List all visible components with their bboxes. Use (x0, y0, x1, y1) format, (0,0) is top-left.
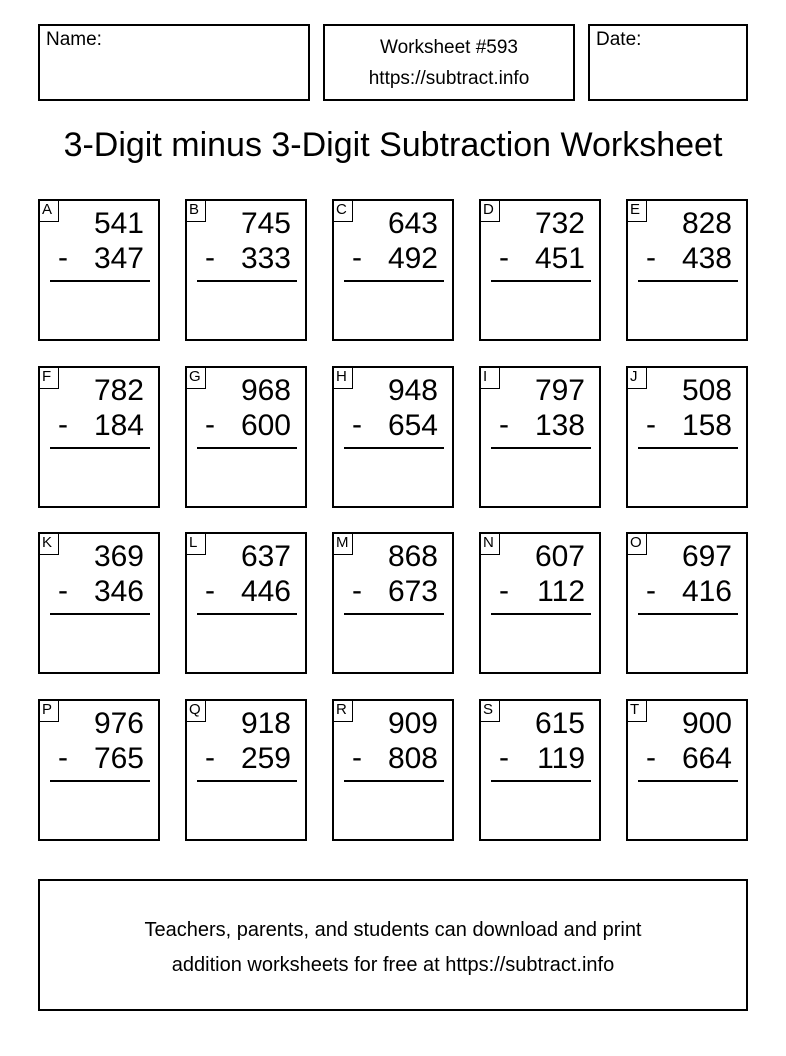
minuend: 732 (534, 207, 585, 240)
answer-line (50, 280, 150, 282)
minuend: 637 (240, 540, 291, 573)
minuend: 797 (534, 374, 585, 407)
minus-sign: - (205, 241, 215, 274)
subtrahend: 119 (537, 742, 585, 775)
subtrahend: 259 (240, 742, 291, 775)
subtrahend: 451 (534, 242, 585, 275)
minus-sign: - (58, 241, 68, 274)
minuend: 508 (681, 374, 732, 407)
minus-sign: - (646, 741, 656, 774)
problem-label: O (626, 532, 647, 555)
subtrahend: 333 (240, 242, 291, 275)
problem-label: N (479, 532, 500, 555)
minuend: 976 (93, 707, 144, 740)
minus-sign: - (352, 241, 362, 274)
subtrahend: 654 (387, 409, 438, 442)
minuend: 697 (681, 540, 732, 573)
minus-sign: - (205, 741, 215, 774)
problem-label: D (479, 199, 500, 222)
problem-b[interactable] (185, 199, 307, 341)
minuend: 968 (240, 374, 291, 407)
problem-label: Q (185, 699, 206, 722)
date-field[interactable] (588, 24, 748, 101)
minus-sign: - (499, 741, 509, 774)
problem-d[interactable] (479, 199, 601, 341)
minus-sign: - (205, 408, 215, 441)
problem-label: B (185, 199, 206, 222)
answer-line (50, 780, 150, 782)
problem-q[interactable] (185, 699, 307, 841)
subtrahend: 600 (240, 409, 291, 442)
minus-sign: - (352, 574, 362, 607)
answer-line (197, 447, 297, 449)
name-field[interactable] (38, 24, 310, 101)
problem-a[interactable] (38, 199, 160, 341)
minuend: 615 (534, 707, 585, 740)
minuend: 900 (681, 707, 732, 740)
problem-label: M (332, 532, 353, 555)
problem-e[interactable] (626, 199, 748, 341)
minus-sign: - (499, 574, 509, 607)
minuend: 745 (240, 207, 291, 240)
problem-m[interactable] (332, 532, 454, 674)
problem-label: F (38, 366, 59, 389)
page-title: 3-Digit minus 3-Digit Subtraction Worksheet (63, 126, 723, 164)
minus-sign: - (646, 408, 656, 441)
problem-j[interactable] (626, 366, 748, 508)
subtrahend: 673 (387, 575, 438, 608)
problem-label: L (185, 532, 206, 555)
minuend: 868 (387, 540, 438, 573)
minuend: 607 (534, 540, 585, 573)
minus-sign: - (58, 408, 68, 441)
minus-sign: - (499, 408, 509, 441)
answer-line (344, 780, 444, 782)
minus-sign: - (352, 408, 362, 441)
subtrahend: 138 (534, 409, 585, 442)
answer-line (638, 613, 738, 615)
minus-sign: - (646, 574, 656, 607)
problem-label: S (479, 699, 500, 722)
subtrahend: 446 (240, 575, 291, 608)
worksheet-number: Worksheet #593 (379, 37, 518, 58)
problem-c[interactable] (332, 199, 454, 341)
answer-line (491, 613, 591, 615)
subtrahend: 438 (681, 242, 732, 275)
problem-label: P (38, 699, 59, 722)
footer-line-1: Teachers, parents, and students can download and print (144, 919, 642, 941)
answer-line (491, 447, 591, 449)
minuend: 369 (93, 540, 144, 573)
answer-line (491, 280, 591, 282)
answer-line (50, 447, 150, 449)
problem-l[interactable] (185, 532, 307, 674)
minuend: 541 (93, 207, 144, 240)
answer-line (638, 780, 738, 782)
answer-line (491, 780, 591, 782)
problem-label: R (332, 699, 353, 722)
problem-t[interactable] (626, 699, 748, 841)
minuend: 643 (387, 207, 438, 240)
minus-sign: - (499, 241, 509, 274)
worksheet-url: https://subtract.info (368, 68, 530, 89)
problem-r[interactable] (332, 699, 454, 841)
problem-o[interactable] (626, 532, 748, 674)
answer-line (344, 613, 444, 615)
minus-sign: - (58, 574, 68, 607)
problem-p[interactable] (38, 699, 160, 841)
subtrahend: 112 (537, 575, 585, 608)
answer-line (344, 280, 444, 282)
answer-line (197, 780, 297, 782)
answer-line (638, 447, 738, 449)
subtrahend: 765 (93, 742, 144, 775)
subtrahend: 416 (681, 575, 732, 608)
problem-label: J (626, 366, 647, 389)
problem-k[interactable] (38, 532, 160, 674)
answer-line (50, 613, 150, 615)
answer-line (197, 613, 297, 615)
problem-label: G (185, 366, 206, 389)
minuend: 918 (240, 707, 291, 740)
minuend: 909 (387, 707, 438, 740)
subtrahend: 158 (681, 409, 732, 442)
minus-sign: - (352, 741, 362, 774)
problem-label: K (38, 532, 59, 555)
answer-line (344, 447, 444, 449)
problem-label: H (332, 366, 353, 389)
problem-n[interactable] (479, 532, 601, 674)
problem-label: C (332, 199, 353, 222)
subtrahend: 346 (93, 575, 144, 608)
subtrahend: 347 (93, 242, 144, 275)
minus-sign: - (58, 741, 68, 774)
minus-sign: - (646, 241, 656, 274)
subtrahend: 492 (387, 242, 438, 275)
subtrahend: 808 (387, 742, 438, 775)
problem-f[interactable] (38, 366, 160, 508)
subtrahend: 184 (93, 409, 144, 442)
problem-i[interactable] (479, 366, 601, 508)
problem-s[interactable] (479, 699, 601, 841)
minuend: 782 (93, 374, 144, 407)
footer-line-2: addition worksheets for free at https://subtract.info (171, 954, 615, 976)
problem-label: T (626, 699, 647, 722)
answer-line (638, 280, 738, 282)
worksheet-info-box (323, 24, 575, 101)
name-label: Name: (46, 29, 102, 50)
answer-line (197, 280, 297, 282)
problem-label: I (479, 366, 500, 389)
problem-label: E (626, 199, 647, 222)
minuend: 828 (681, 207, 732, 240)
footer-note (38, 879, 748, 1011)
date-label: Date: (596, 29, 642, 50)
problem-h[interactable] (332, 366, 454, 508)
problem-g[interactable] (185, 366, 307, 508)
minus-sign: - (205, 574, 215, 607)
subtrahend: 664 (681, 742, 732, 775)
minuend: 948 (387, 374, 438, 407)
problem-label: A (38, 199, 59, 222)
